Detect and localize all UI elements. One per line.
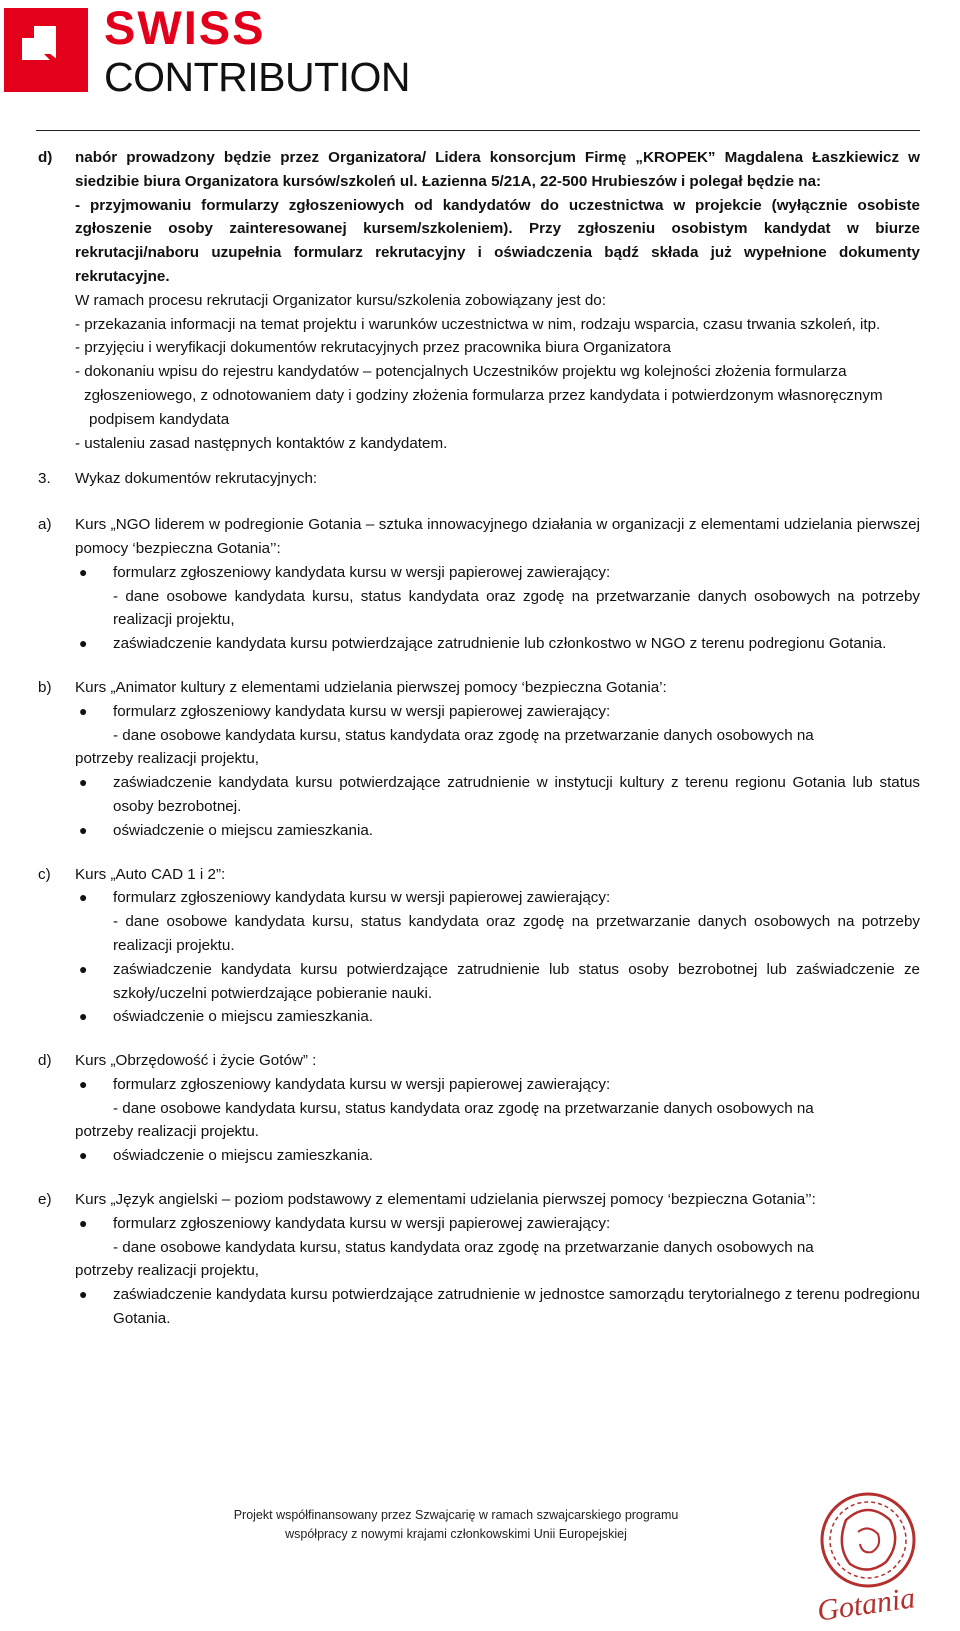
list-item: [75, 632, 920, 656]
course-d-residence: oświadczenie o miejscu zamieszkania.: [113, 1147, 373, 1165]
page-footer: [160, 1506, 752, 1544]
list-item: [75, 700, 920, 724]
bullet-icon: ●: [79, 635, 88, 652]
course-c: [38, 863, 920, 1030]
course-d: [38, 1049, 920, 1168]
course-a-form: formularz zgłoszeniowy kandydata kursu w wersji papierowej zawierający:: [113, 563, 611, 581]
gotania-logo: [806, 1480, 936, 1626]
course-c-certificate: zaświadczenie kandydata kursu potwierdzające zatrudnienie lub status osoby bezrobotnej lub zaświadczenie ze szkoły/uczelni potwierdzające pobieranie nauki.: [113, 960, 920, 1002]
course-c-title: Kurs „Auto CAD 1 i 2”:: [75, 865, 226, 883]
bullet-icon: ●: [79, 774, 88, 791]
list-item: [75, 886, 920, 957]
duty-item-3b: zgłoszeniowego, z odnotowaniem daty i godziny złożenia formularza przez kandydata i potwierdzonym własnoręcznym: [84, 386, 883, 404]
list-item: [75, 1005, 920, 1029]
list-item: [75, 819, 920, 843]
footer-line-2: współpracy z nowymi krajami członkowskimi Unii Europejskiej: [285, 1527, 627, 1541]
course-c-residence: oświadczenie o miejscu zamieszkania.: [113, 1008, 373, 1026]
section-3-title: Wykaz dokumentów rekrutacyjnych:: [75, 470, 318, 488]
course-e: [38, 1188, 920, 1331]
list-item: [75, 771, 920, 819]
course-e-form-detail-b: potrzeby realizacji projektu,: [75, 1262, 260, 1280]
list-item: [75, 1073, 920, 1097]
bullet-icon: ●: [79, 1075, 88, 1092]
course-e-form-detail-a: - dane osobowe kandydata kursu, status kandydata oraz zgodę na przetwarzanie danych osobowych na: [113, 1238, 814, 1256]
course-e-form: formularz zgłoszeniowy kandydata kursu w wersji papierowej zawierający:: [113, 1214, 611, 1232]
bullet-icon: ●: [79, 1214, 88, 1231]
course-a-certificate: zaświadczenie kandydata kursu potwierdzające zatrudnienie lub członkostwo w NGO z terenu podregionu Gotania.: [113, 635, 887, 653]
duty-item-4: - ustaleniu zasad następnych kontaktów z kandydatem.: [75, 434, 448, 452]
section-d-line2: - przyjmowaniu formularzy zgłoszeniowych od kandydatów do uczestnictwa w projekcie (wyłącznie osobiste zgłoszenie osoby zainteresowanej kursem/szkoleniem). Przy zgłoszeniu osobistym kandydat w biurze rekrutacji/naboru uzupełnia formularz rekrutacyjny i oświadczenia bądź składa już wypełnione dokumenty rekrutacyjne.: [75, 196, 920, 285]
course-d-label: d): [38, 1052, 52, 1070]
section-3-number: 3.: [38, 470, 51, 488]
duty-item-2: - przyjęciu i weryfikacji dokumentów rekrutacyjnych przez pracownika biura Organizatora: [75, 339, 671, 357]
course-e-certificate: zaświadczenie kandydata kursu potwierdzające zatrudnienie w jednostce samorządu terytorialnego z terenu podregionu Gotania.: [113, 1286, 920, 1328]
course-d-form: formularz zgłoszeniowy kandydata kursu w wersji papierowej zawierający:: [113, 1075, 611, 1093]
course-a-form-detail: - dane osobowe kandydata kursu, status kandydata oraz zgodę na przetwarzanie danych osobowych na potrzeby realizacji projektu,: [113, 587, 920, 629]
course-c-form-detail: - dane osobowe kandydata kursu, status kandydata oraz zgodę na przetwarzanie danych osobowych na potrzeby realizacji projektu.: [113, 913, 920, 954]
list-item: [75, 561, 920, 632]
course-a: [38, 513, 920, 656]
course-c-label: c): [38, 865, 51, 883]
document-body: [38, 146, 920, 1331]
course-b-label: b): [38, 678, 52, 696]
section-3-heading: [38, 467, 920, 491]
footer-line-1: Projekt współfinansowany przez Szwajcarię w ramach szwajcarskiego programu: [233, 1508, 679, 1522]
course-b-certificate: zaświadczenie kandydata kursu potwierdzające zatrudnienie w instytucji kultury z terenu regionu Gotania lub status osoby bezrobotnej.: [113, 774, 920, 815]
course-d-form-detail-b: potrzeby realizacji projektu.: [75, 1123, 260, 1141]
course-b-residence: oświadczenie o miejscu zamieszkania.: [113, 821, 373, 839]
swiss-cross-icon: [4, 8, 88, 92]
duty-item-3a: - dokonaniu wpisu do rejestru kandydatów – potencjalnych Uczestników projektu wg kolejności złożenia formularza: [75, 363, 847, 381]
logo-contribution-text: CONTRIBUTION: [104, 54, 411, 100]
course-b-form-detail-a: - dane osobowe kandydata kursu, status kandydata oraz zgodę na przetwarzanie danych osobowych na: [113, 726, 814, 744]
list-item: [75, 958, 920, 1006]
list-item: [75, 1144, 920, 1168]
duty-item-1: - przekazania informacji na temat projektu i warunków uczestnictwa w nim, rodzaju wsparcia, czasu trwania szkoleń, itp.: [75, 315, 881, 333]
course-a-label: a): [38, 516, 52, 534]
course-e-title: Kurs „Język angielski – poziom podstawowy z elementami udzielania pierwszej pomocy ‘bezpieczna Gotania’’:: [75, 1191, 816, 1209]
bullet-icon: ●: [79, 1147, 88, 1164]
course-e-label: e): [38, 1191, 52, 1209]
section-d-intro: nabór prowadzony będzie przez Organizatora/ Lidera konsorcjum Firmę „KROPEK” Magdalena Łaszkiewicz w siedzibie biura Organizatora kursów/szkoleń ul. Łazienna 5/21A, 22-500 Hrubieszów i polegał będzie na:: [75, 149, 920, 190]
recruitment-duties: [38, 289, 920, 456]
gotania-logo-text: Gotania: [815, 1581, 918, 1626]
swiss-contribution-logo: [4, 1, 424, 100]
course-b-form-detail-b: potrzeby realizacji projektu,: [75, 750, 260, 768]
course-d-title: Kurs „Obrzędowość i życie Gotów” :: [75, 1052, 317, 1070]
bullet-icon: ●: [79, 960, 88, 977]
course-c-form: formularz zgłoszeniowy kandydata kursu w wersji papierowej zawierający:: [113, 889, 611, 907]
bullet-icon: ●: [79, 1286, 88, 1303]
logo-swiss-text: SWISS: [104, 1, 266, 54]
bullet-icon: ●: [79, 563, 88, 580]
course-a-title: Kurs „NGO liderem w podregionie Gotania – sztuka innowacyjnego działania w organizacji z elementami udzielania pierwszej pomocy ‘bezpieczna Gotania’’:: [75, 516, 920, 557]
header-divider: [36, 130, 920, 131]
duties-intro: W ramach procesu rekrutacji Organizator kursu/szkolenia zobowiązany jest do:: [75, 291, 606, 309]
section-d-label: d): [38, 149, 53, 166]
bullet-icon: ●: [79, 1008, 88, 1025]
course-b: [38, 676, 920, 843]
bullet-icon: ●: [79, 889, 88, 906]
course-b-title: Kurs „Animator kultury z elementami udzielania pierwszej pomocy ‘bezpieczna Gotania’:: [75, 678, 667, 696]
list-item: [75, 1283, 920, 1331]
section-d: [38, 146, 920, 289]
bullet-icon: ●: [79, 821, 88, 838]
bullet-icon: ●: [79, 702, 88, 719]
course-d-form-detail-a: - dane osobowe kandydata kursu, status kandydata oraz zgodę na przetwarzanie danych osobowych na: [113, 1099, 814, 1117]
course-b-form: formularz zgłoszeniowy kandydata kursu w wersji papierowej zawierający:: [113, 702, 611, 720]
list-item: [75, 1212, 920, 1236]
duty-item-3c: podpisem kandydata: [89, 410, 230, 428]
